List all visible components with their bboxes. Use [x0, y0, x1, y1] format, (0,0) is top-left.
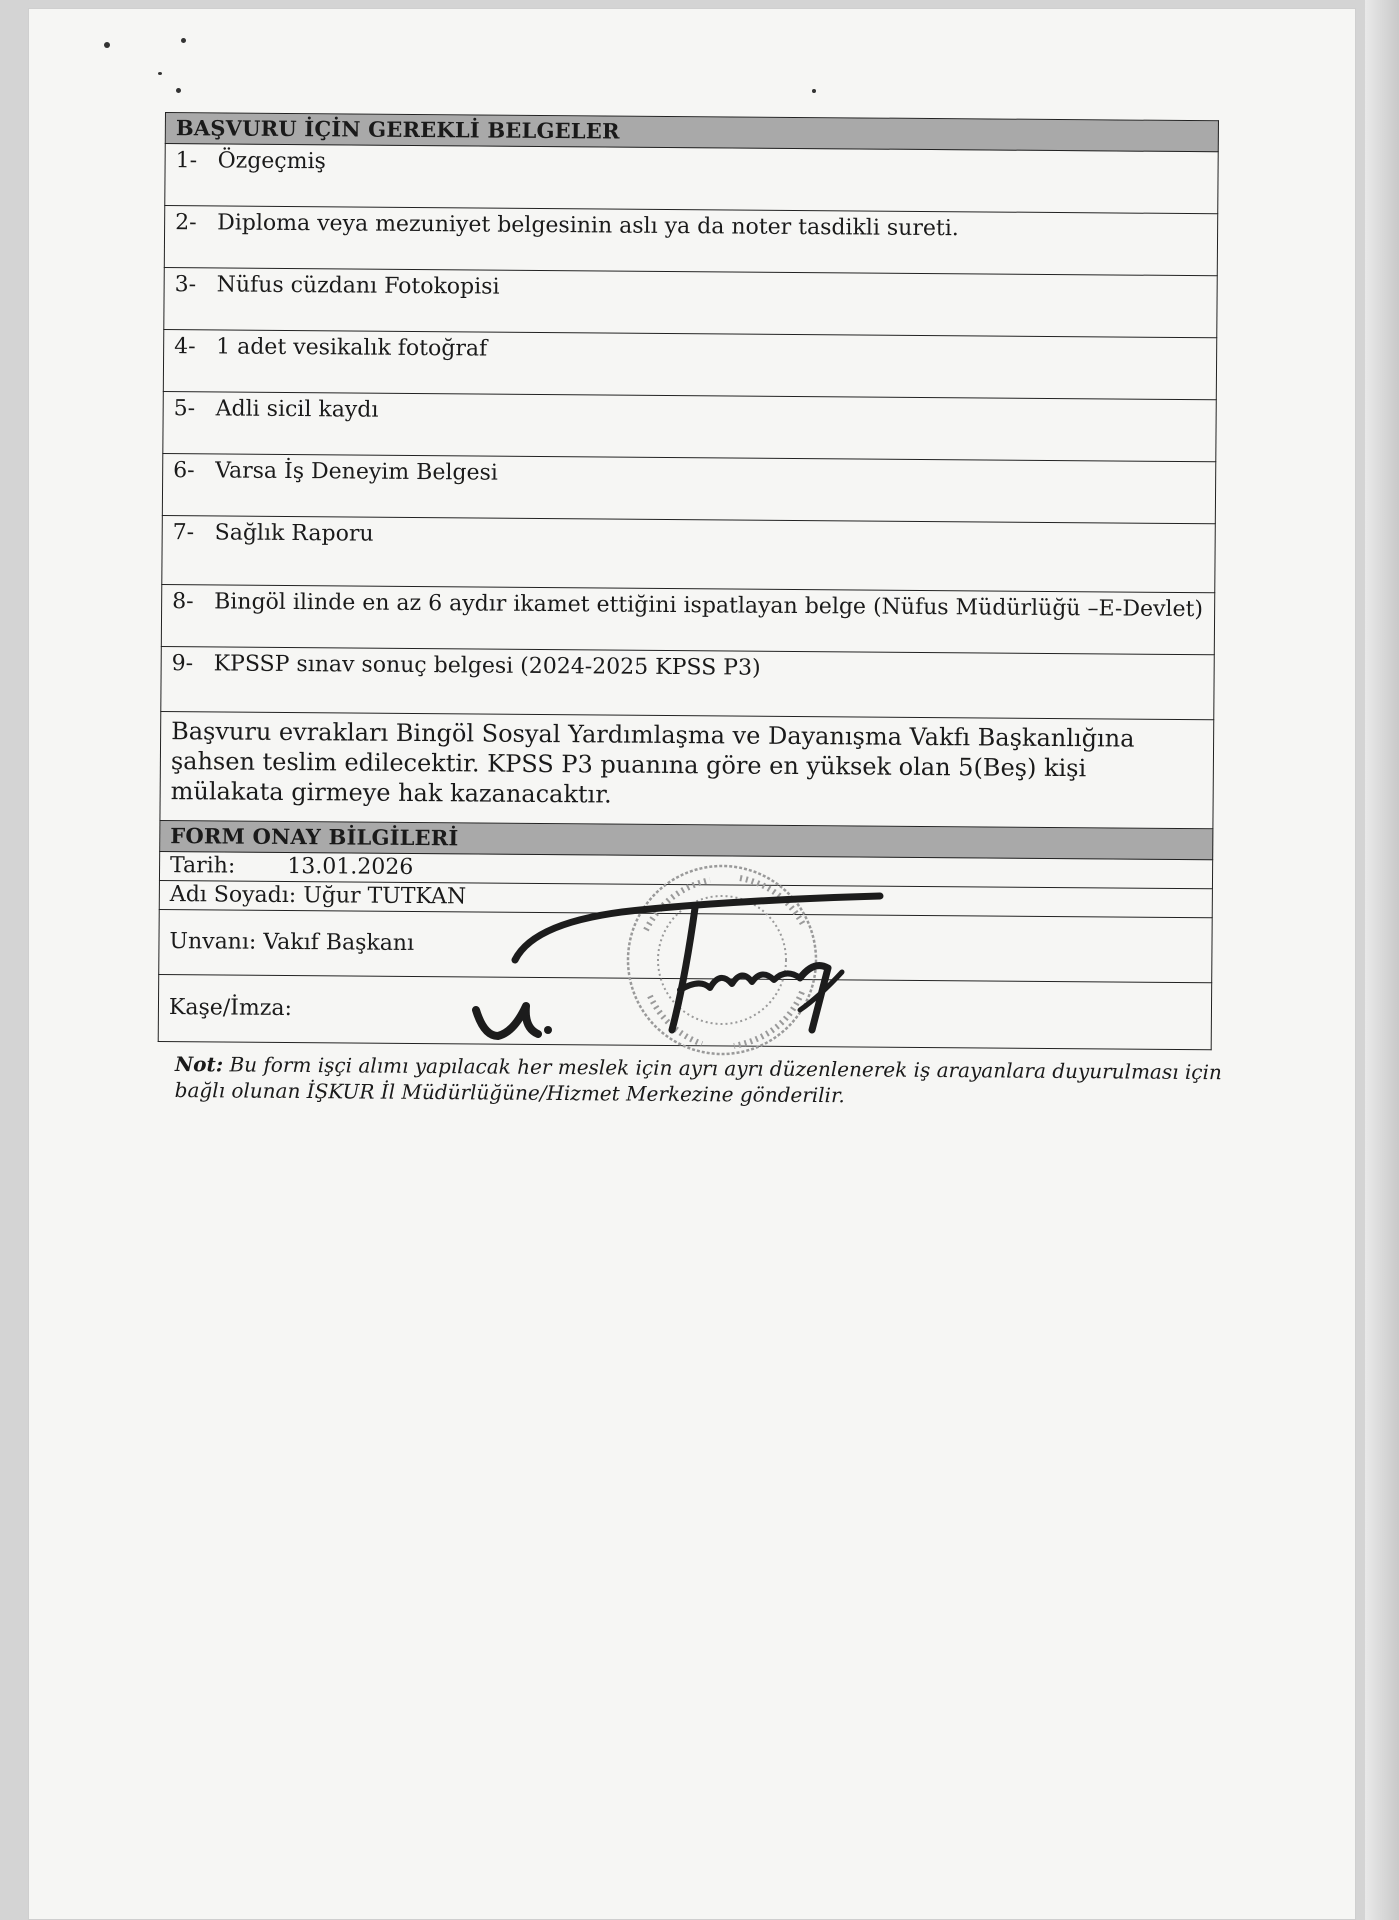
scan-speck — [176, 88, 181, 93]
requirement-number: 9- — [171, 651, 194, 677]
scan-speck — [181, 38, 186, 43]
requirement-text: Nüfus cüzdanı Fotokopisi — [216, 272, 500, 300]
footer-note-text: Bu form işçi alımı yapılacak her meslek için ayrı ayrı düzenlenerek iş arayanlara duyurulması için bağlı olunan İŞKUR İl Müdürlüğüne/Hizmet Merkezine gönderilir. — [174, 1052, 1222, 1108]
requirement-number: 7- — [172, 520, 195, 546]
requirement-number: 5- — [173, 396, 196, 422]
requirement-text: Sağlık Raporu — [214, 520, 374, 547]
date-label: Tarih: — [169, 853, 236, 879]
official-stamp-icon — [628, 866, 816, 1054]
requirement-number: 2- — [175, 210, 197, 236]
requirement-text: Adli sicil kaydı — [215, 396, 379, 423]
requirement-text: Diploma veya mezuniyet belgesinin aslı ya da noter tasdikli sureti. — [217, 210, 959, 242]
name-value: Uğur TUTKAN — [303, 883, 467, 910]
submission-notice: Başvuru evrakları Bingöl Sosyal Yardımlaşma ve Dayanışma Vakfı Başkanlığına şahsen teslim edilecektir. KPSS P3 puanına göre en yüksek olan 5(Beş) kişi mülakata girmeye hak kazanacaktır. — [160, 711, 1214, 828]
requirement-row — [164, 206, 1217, 276]
requirement-row — [161, 646, 1214, 719]
scan-speck — [812, 89, 816, 93]
requirement-text: 1 adet vesikalık fotoğraf — [216, 334, 488, 362]
approval-title: FORM ONAY BİLGİLERİ — [160, 820, 1213, 859]
footer-note-label: Not: — [174, 1052, 224, 1077]
requirement-row — [163, 391, 1216, 461]
name-label: Adı Soyadı: — [169, 882, 297, 909]
requirement-number: 4- — [174, 334, 196, 360]
position-label: Unvanı: — [169, 929, 257, 955]
requirement-text: KPSSP sınav sonuç belgesi (2024-2025 KPSS P3) — [213, 651, 761, 681]
requirement-number: 1- — [175, 148, 198, 174]
scan-speck — [104, 42, 110, 48]
page-edge-shadow — [1365, 0, 1399, 1920]
submission-notice-row — [160, 711, 1214, 828]
requirement-row — [165, 144, 1218, 214]
requirement-number: 3- — [174, 272, 197, 298]
handwritten-signature-icon — [476, 896, 880, 1036]
stamp-signature-label: Kaşe/İmza: — [168, 995, 293, 1022]
requirement-row — [162, 453, 1215, 523]
requirement-number: 8- — [172, 589, 194, 615]
stamp-and-signature — [440, 860, 900, 1080]
footer-note — [175, 1051, 1235, 1111]
requirement-text: Varsa İş Deneyim Belgesi — [215, 458, 498, 486]
requirement-number: 6- — [173, 458, 195, 484]
requirements-title: BAŞVURU İÇİN GEREKLİ BELGELER — [165, 113, 1218, 152]
requirement-text: Bingöl ilinde en az 6 aydır ikamet ettiğini ispatlayan belge (Nüfus Müdürlüğü –E-Devlet) — [214, 589, 1204, 623]
requirement-text: Özgeçmiş — [217, 148, 326, 175]
scan-speck — [158, 72, 162, 75]
requirement-row — [164, 267, 1217, 337]
requirement-row — [162, 515, 1216, 592]
date-value: 13.01.2026 — [287, 853, 414, 880]
position-value: Vakıf Başkanı — [263, 929, 415, 956]
requirement-row — [161, 584, 1214, 654]
requirement-row — [163, 329, 1216, 399]
